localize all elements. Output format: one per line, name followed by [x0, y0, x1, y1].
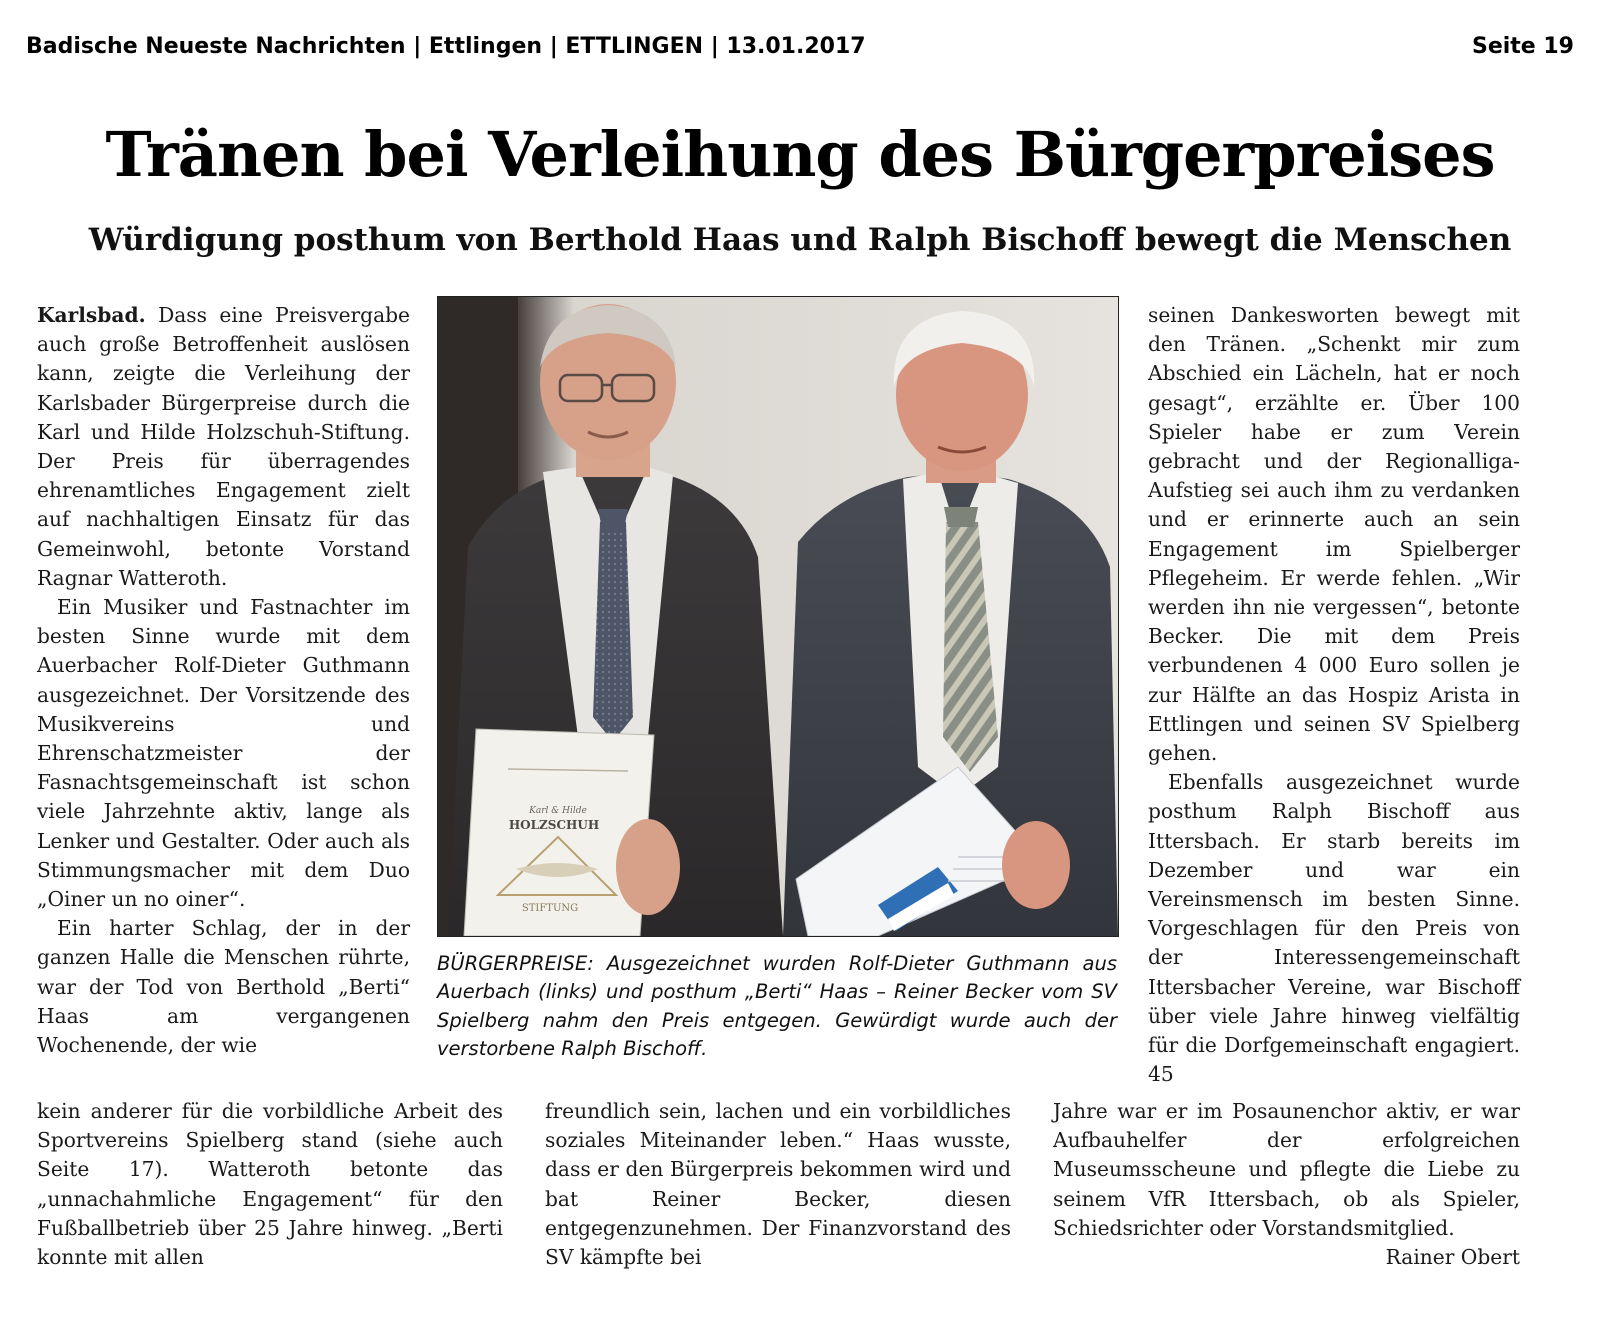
- article-bottom-column-2: [545, 1097, 1011, 1272]
- bottom-text-3-body: Jahre war er im Posaunenchor aktiv, er war Aufbauhelfer der erfolgreichen Museumsscheune und pflegte die Liebe zu seinem VfR Ittersbach, ob als Spieler, Schiedsrichter oder Vorstandsmitglied.: [1053, 1099, 1520, 1240]
- article-photo: [437, 296, 1119, 937]
- certificate-line3: STIFTUNG: [521, 903, 579, 914]
- paragraph-3: Ein harter Schlag, der in der ganzen Halle die Menschen rührte, war der Tod von Berthold „Berti“ Haas am vergangenen Wochenende, der wie: [37, 916, 410, 1058]
- article-column-left: [37, 301, 410, 1060]
- article-subheadline: Würdigung posthum von Berthold Haas und Ralph Bischoff bewegt die Menschen: [88, 222, 1512, 258]
- source-line: Badische Neueste Nachrichten | Ettlingen | ETTLINGEN | 13.01.2017: [26, 34, 866, 59]
- paragraph-1-text: Dass eine Preisvergabe auch große Betroffenheit auslösen kann, zeigte die Verleihung der Karlsbader Bürgerpreise durch die Karl und Hilde Holzschuh-Stiftung. Der Preis für überragendes ehrenamtliches Engagement zielt auf nachhaltigen Einsatz für das Gemeinwohl, betonte Vorstand Ragnar Watteroth.: [37, 303, 410, 590]
- paragraph-continued: seinen Dankesworten bewegt mit den Tränen. „Schenkt mir zum Abschied ein Lächeln, hat er noch gesagt“, erzählte er. Über 100 Spieler habe er zum Verein gebracht und der Regionalliga-Aufstieg sei auch ihm zu verdanken und er erinnerte auch an sein Engagement im Spielberger Pflegeheim. Er werde fehlen. „Wir werden ihn nie vergessen“, betonte Becker. Die mit dem Preis verbundenen 4 000 Euro sollen je zur Hälfte an das Hospiz Arista in Ettlingen und seinen SV Spielberg gehen.: [1148, 303, 1520, 766]
- page-number: Seite 19: [1471, 34, 1574, 59]
- bottom-text-1: kein anderer für die vorbildliche Arbeit des Sportvereins Spielberg stand (siehe auch Seite 17). Watteroth betonte das „unnachahmliche Engagement“ für den Fußballbetrieb über 25 Jahre hinweg. „Berti konnte mit allen: [37, 1099, 503, 1270]
- certificate-line1: Karl & Hilde: [529, 806, 587, 816]
- article-bottom-column-3: [1053, 1097, 1520, 1272]
- bottom-text-2: freundlich sein, lachen und ein vorbildliches soziales Miteinander leben.“ Haas wusste, dass er den Bürgerpreis bekommen wird und bat Reiner Becker, diesen entgegenzunehmen. Der Finanzvorstand des SV kämpfte bei: [545, 1099, 1011, 1270]
- certificate-line2: HOLZSCHUH: [508, 818, 600, 832]
- bottom-text-3: [1053, 1097, 1520, 1270]
- paragraph-2: Ein Musiker und Fastnachter im besten Sinne wurde mit dem Auerbacher Rolf-Dieter Guthmann ausgezeichnet. Der Vorsitzende des Musikvereins und Ehrenschatzmeister der Fasnachtsgemeinschaft ist schon viele Jahrzehnte aktiv, lange als Lenker und Gestalter. Oder auch als Stimmungsmacher mit dem Duo „Oiner un no oiner“.: [37, 595, 410, 912]
- dateline: Karlsbad.: [37, 303, 146, 327]
- photo-illustration: [438, 297, 1118, 936]
- article-bottom-column-1: [37, 1097, 503, 1272]
- author-byline: Rainer Obert: [1385, 1245, 1520, 1270]
- paragraph-bischoff: Ebenfalls ausgezeichnet wurde posthum Ralph Bischoff aus Ittersbach. Er starb bereits im Dezember und war ein Vereinsmensch im besten Sinne. Vorgeschlagen für den Preis von der Interessengemeinschaft Ittersbacher Vereine, war Bischoff über viele Jahre hinweg vielfältig für die Dorfgemeinschaft engagiert. 45: [1148, 770, 1520, 1087]
- paragraph-1: [37, 301, 410, 593]
- article-column-right: [1148, 301, 1520, 1089]
- page-header: [26, 34, 1574, 66]
- article-headline: Tränen bei Verleihung des Bürgerpreises: [105, 118, 1495, 191]
- photo-caption: BÜRGERPREISE: Ausgezeichnet wurden Rolf-Dieter Guthmann aus Auerbach (links) und posthum „Berti“ Haas – Reiner Becker vom SV Spielberg nahm den Preis entgegen. Gewürdigt wurde auch der verstorbene Ralph Bischoff.: [437, 952, 1117, 1060]
- certificate-left: [464, 729, 654, 936]
